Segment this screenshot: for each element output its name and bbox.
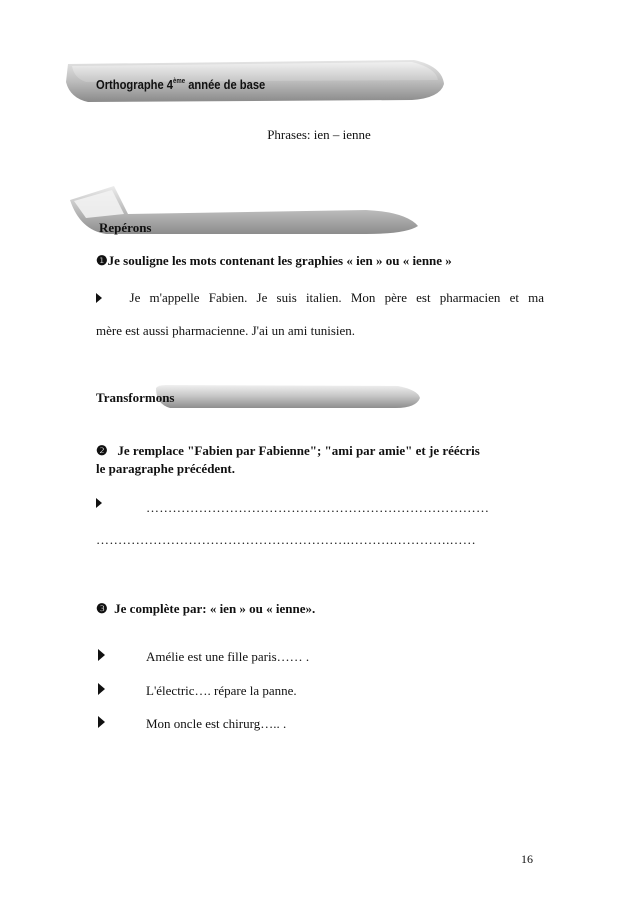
instruction-2-line-2: le paragraphe précédent.	[96, 461, 236, 476]
section-heading-reperons: Repérons	[99, 220, 152, 235]
instruction-3	[96, 600, 315, 618]
paragraph-1-text: Je m'appelle Fabien. Je suis italien. Mon père est pharmacien et ma	[129, 290, 545, 305]
instruction-3-text: Je complète par: « ien » ou « ienne».	[114, 601, 316, 616]
instruction-1-text: Je souligne les mots contenant les graphies « ien » ou « ienne »	[107, 253, 452, 268]
instruction-2-text: Je remplace "Fabien par Fabienne"; "ami par amie" et je réécris	[117, 443, 480, 458]
list-item	[98, 714, 105, 732]
page-number: 16	[521, 852, 533, 866]
bullet-arrow-icon	[96, 498, 102, 508]
section-heading-transformons: Transformons	[96, 390, 175, 405]
marker-1: ❶	[96, 253, 108, 268]
page-title	[96, 77, 265, 92]
bullet-arrow-icon	[96, 293, 102, 303]
paragraph-line-2: mère est aussi pharmacienne. J'ai un ami tunisien.	[96, 323, 356, 338]
transformons-banner	[152, 384, 422, 410]
list-item-text: Amélie est une fille paris…… .	[146, 649, 310, 664]
list-item-text: Mon oncle est chirurg….. .	[146, 716, 287, 731]
marker-3: ❸	[96, 601, 108, 616]
marker-2: ❷	[96, 443, 108, 458]
instruction-2	[96, 442, 546, 478]
bullet-arrow-icon	[98, 716, 105, 728]
title-superscript: ème	[173, 78, 186, 85]
bullet-arrow-icon	[98, 649, 105, 661]
paragraph-line-1	[96, 289, 544, 307]
instruction-2-line-1	[96, 442, 546, 460]
subtitle: Phrases: ien – ienne	[267, 127, 371, 142]
answer-dots-2[interactable]: ………………………………………………….……….………….……	[96, 532, 476, 547]
list-item-text: L'électric…. répare la panne.	[146, 683, 297, 698]
instruction-1	[96, 252, 452, 270]
list-item	[98, 647, 105, 665]
answer-dots-1[interactable]: ……………………………………………………………………	[146, 500, 490, 515]
bullet-arrow-icon	[98, 683, 105, 695]
title-main: Orthographe 4	[96, 77, 174, 92]
answer-line-1	[96, 494, 102, 512]
list-item	[98, 681, 105, 699]
title-rest: année de base	[185, 77, 266, 92]
